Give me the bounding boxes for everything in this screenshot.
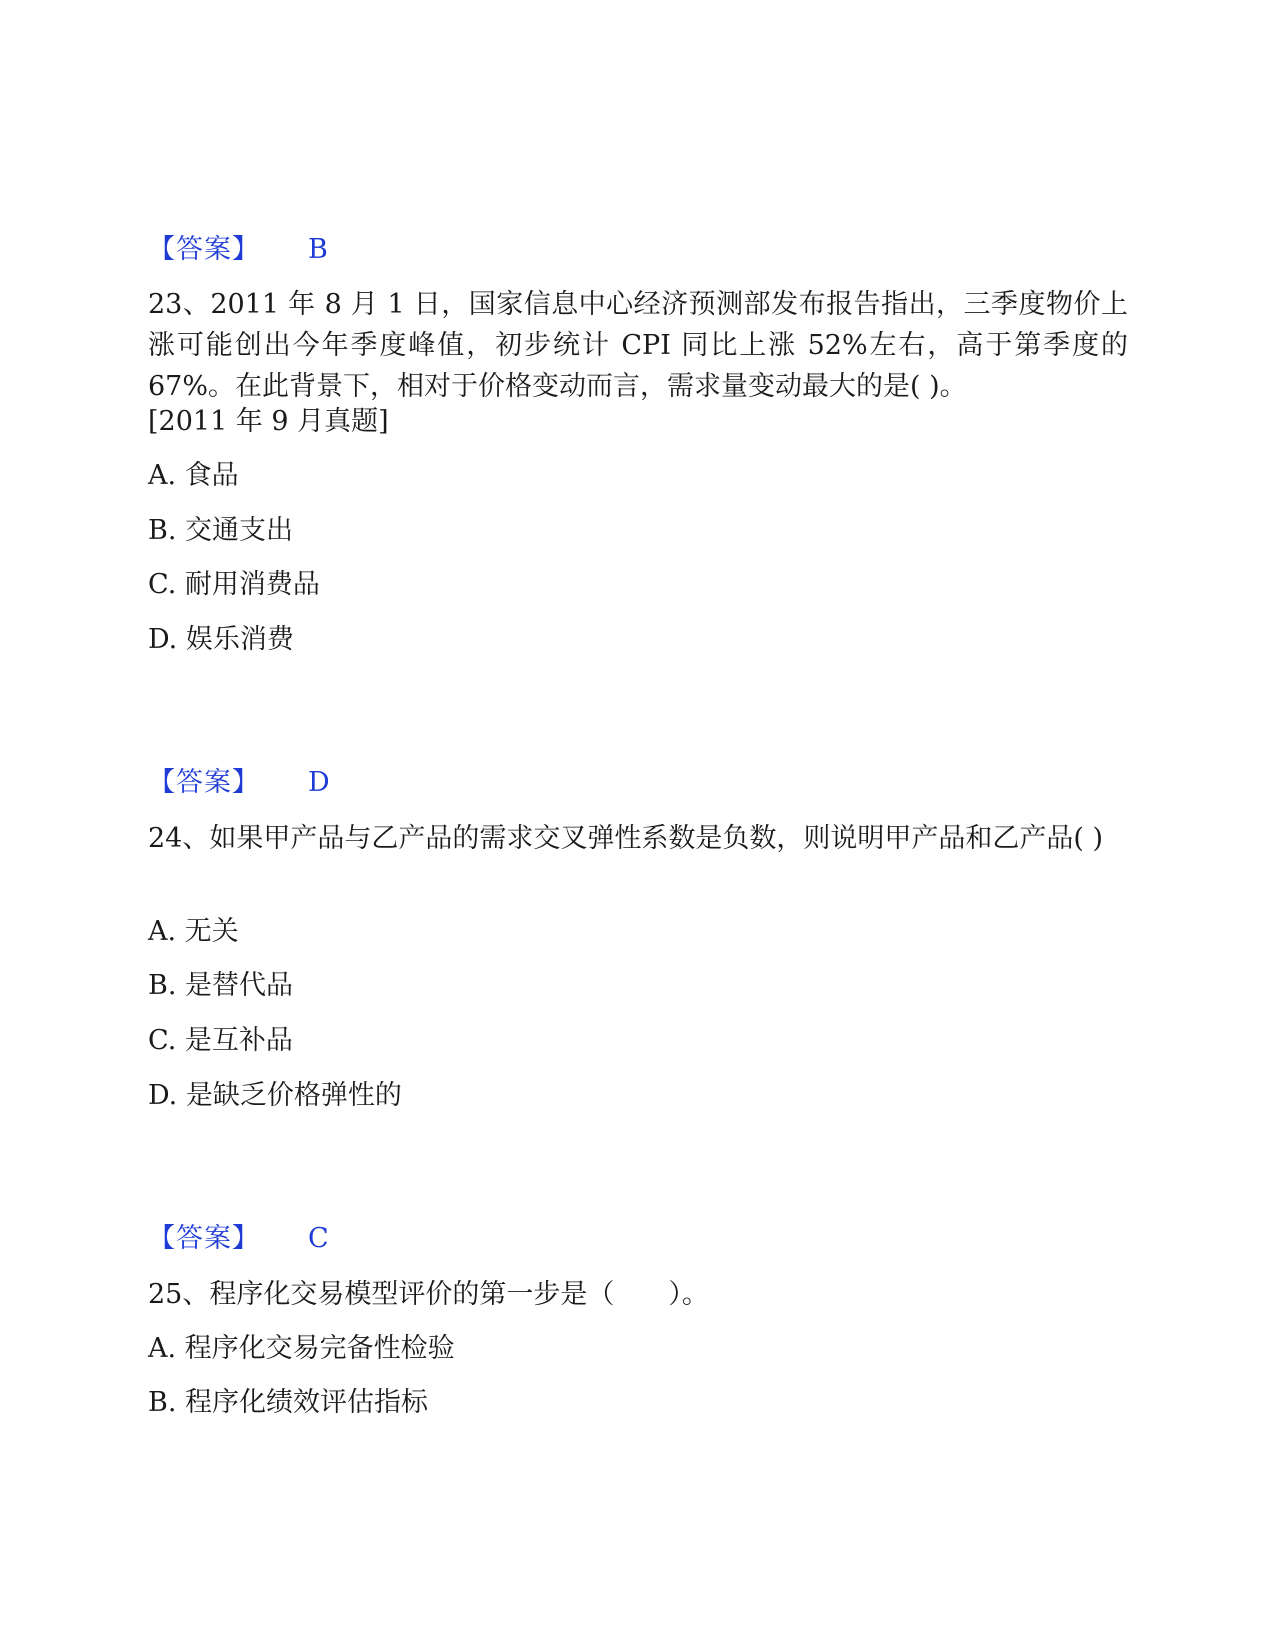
answer-value: D [308, 767, 330, 798]
option-a: A. 程序化交易完备性检验 [148, 1333, 455, 1364]
answer-tag: 【答案】 [148, 767, 260, 798]
question-source: [2011 年 9 月真题] [148, 406, 389, 437]
answer-value: B [308, 234, 328, 265]
option-b: B. 是替代品 [148, 970, 294, 1001]
option-c: C. 是互补品 [148, 1025, 293, 1056]
question-text: 25、程序化交易模型评价的第一步是（ ）。 [148, 1279, 709, 1310]
option-a: A. 食品 [148, 460, 239, 491]
answer-tag: 【答案】 [148, 1223, 260, 1254]
answer-line [148, 763, 1128, 803]
option-c: C. 耐用消费品 [148, 569, 320, 600]
option-d: D. 是缺乏价格弹性的 [148, 1080, 402, 1111]
question-text: 24、如果甲产品与乙产品的需求交叉弹性系数是负数，则说明甲产品和乙产品( ) [148, 823, 1104, 854]
answer-value: C [308, 1223, 329, 1254]
answer-tag: 【答案】 [148, 234, 260, 265]
answer-line [148, 230, 1128, 270]
option-d: D. 娱乐消费 [148, 624, 294, 655]
document-page [148, 0, 1128, 1650]
option-b: B. 交通支出 [148, 515, 294, 546]
question-text: 23、2011 年 8 月 1 日，国家信息中心经济预测部发布报告指出，三季度物价上涨可能创出今年季度峰值，初步统计 CPI 同比上涨 52%左右，高于第季度的 67%。在此背景下，相对于价格变动而言，需求量变动最大的是( )。 [148, 289, 1128, 402]
answer-line [148, 1219, 1128, 1259]
option-a: A. 无关 [148, 916, 239, 947]
option-b: B. 程序化绩效评估指标 [148, 1387, 429, 1418]
